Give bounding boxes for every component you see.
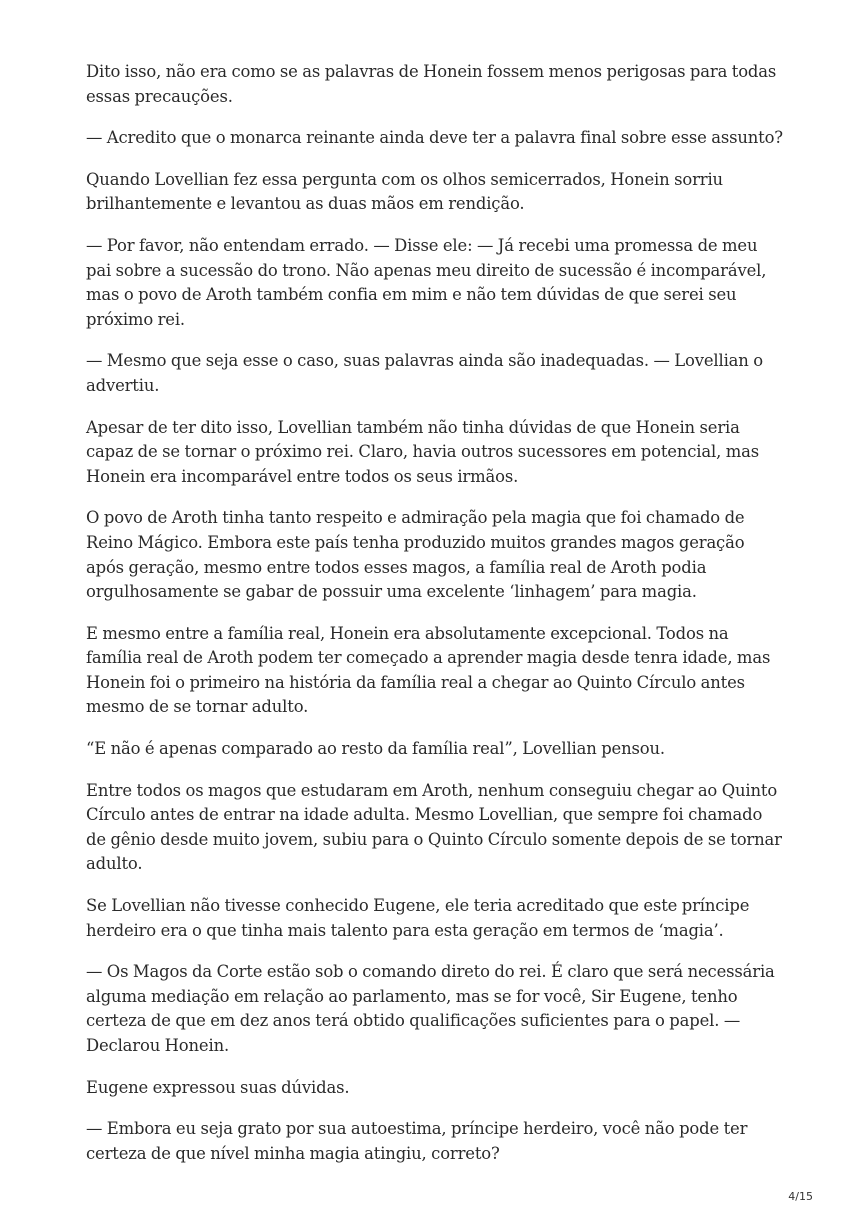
paragraph-7: O povo de Aroth tinha tanto respeito e admiração pela magia que foi chamado de Reino Mágico. Embora este país tenha produzido muitos grandes magos geração após geração, mesmo entre todos esses magos, a família real de Aroth podia orgulhosamente se gabar de possuir uma excelente ‘linhagem’ para magia. bbox=[86, 508, 745, 602]
paragraph-10: Entre todos os magos que estudaram em Aroth, nenhum conseguiu chegar ao Quinto Círculo antes de entrar na idade adulta. Mesmo Lovellian, que sempre foi chamado de gênio desde muito jovem, subiu para o Quinto Círculo somente depois de se tornar adulto. bbox=[86, 780, 782, 874]
paragraph-2: — Acredito que o monarca reinante ainda deve ter a palavra final sobre esse assunto? bbox=[86, 128, 783, 148]
paragraph-12: — Os Magos da Corte estão sob o comando direto do rei. É claro que será necessária alguma mediação em relação ao parlamento, mas se for você, Sir Eugene, tenho certeza de que em dez anos terá obtido qualificações suficientes para o papel. — Declarou Honein. bbox=[86, 962, 775, 1055]
document-body bbox=[86, 60, 786, 1183]
paragraph-3: Quando Lovellian fez essa pergunta com os olhos semicerrados, Honein sorriu brilhantemente e levantou as duas mãos em rendição. bbox=[86, 169, 723, 214]
paragraph-4: — Por favor, não entendam errado. — Disse ele: — Já recebi uma promessa de meu pai sobre a sucessão do trono. Não apenas meu direito de sucessão é incomparável, mas o povo de Aroth também confia em mim e não tem dúvidas de que serei seu próximo rei. bbox=[86, 235, 767, 329]
paragraph-11: Se Lovellian não tivesse conhecido Eugene, ele teria acreditado que este príncipe herdeiro era o que tinha mais talento para esta geração em termos de ‘magia’. bbox=[86, 896, 750, 940]
page-number: 4/15 bbox=[788, 1190, 813, 1203]
paragraph-9: “E não é apenas comparado ao resto da família real”, Lovellian pensou. bbox=[86, 739, 665, 759]
paragraph-5: — Mesmo que seja esse o caso, suas palavras ainda são inadequadas. — Lovellian o advertiu. bbox=[86, 351, 763, 395]
paragraph-14: — Embora eu seja grato por sua autoestima, príncipe herdeiro, você não pode ter certeza de que nível minha magia atingiu, correto? bbox=[86, 1119, 748, 1163]
paragraph-13: Eugene expressou suas dúvidas. bbox=[86, 1077, 350, 1097]
paragraph-6: Apesar de ter dito isso, Lovellian também não tinha dúvidas de que Honein seria capaz de se tornar o próximo rei. Claro, havia outros sucessores em potencial, mas Honein era incomparável entre todos os seus irmãos. bbox=[86, 417, 759, 486]
paragraph-1: Dito isso, não era como se as palavras de Honein fossem menos perigosas para todas essas precauções. bbox=[86, 62, 777, 106]
paragraph-8: E mesmo entre a família real, Honein era absolutamente excepcional. Todos na família real de Aroth podem ter começado a aprender magia desde tenra idade, mas Honein foi o primeiro na história da família real a chegar ao Quinto Círculo antes mesmo de se tornar adulto. bbox=[86, 623, 771, 717]
